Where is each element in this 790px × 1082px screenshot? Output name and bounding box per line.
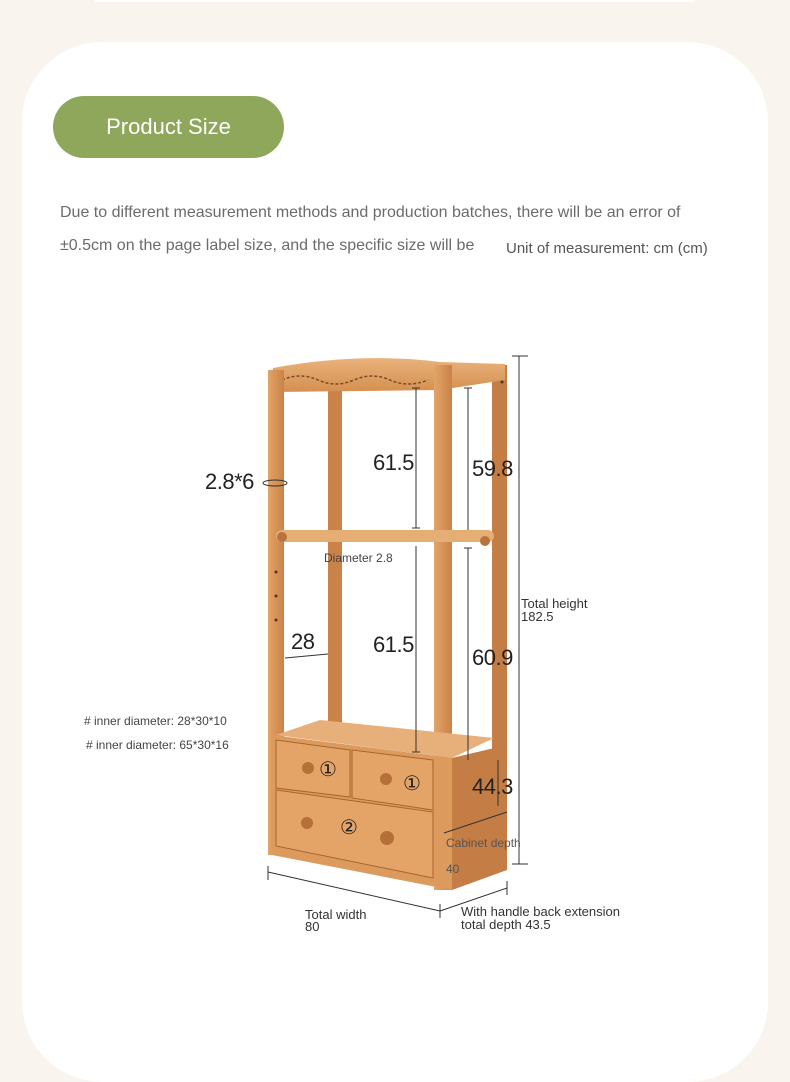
cabinet-height-label: 44.3 (472, 774, 513, 799)
cabinet-depth-label: Cabinet depth (446, 836, 521, 850)
inner-diameter-large: # inner diameter: 65*30*16 (86, 738, 229, 752)
drawer-mark-large: ② (340, 817, 358, 839)
rod-size-label: 2.8*6 (205, 469, 254, 494)
side-width-label: 28 (291, 629, 315, 654)
notice-line-1: Due to different measurement methods and production batches, there will be an error of (60, 204, 681, 221)
rod-diameter-label: Diameter 2.8 (324, 551, 393, 565)
top-crown (273, 358, 505, 392)
total-width-label: Total width (305, 907, 367, 922)
hanging-rod (276, 530, 494, 542)
knob (380, 773, 392, 785)
total-height-value: 182.5 (521, 609, 554, 624)
notice-line-2: ±0.5cm on the page label size, and the specific size will be (60, 237, 475, 254)
upper-right-height: 59.8 (472, 456, 513, 481)
knob (301, 817, 313, 829)
lower-right-height: 60.9 (472, 645, 513, 670)
drawer-mark-small-left: ① (319, 759, 337, 781)
handle-depth-line-2: total depth 43.5 (461, 917, 551, 932)
product-size-badge: Product Size (53, 96, 284, 158)
cabinet-side (452, 745, 507, 890)
inner-diameter-small: # inner diameter: 28*30*10 (84, 714, 227, 728)
handle-depth-line-1: With handle back extension (461, 904, 620, 919)
total-width-value: 80 (305, 919, 320, 934)
cabinet-depth-value: 40 (446, 862, 460, 876)
drawer-mark-small-right: ① (403, 773, 421, 795)
upper-left-height: 61.5 (373, 450, 414, 475)
knob (302, 762, 314, 774)
total-height-label: Total height (521, 596, 588, 611)
lower-left-height: 61.5 (373, 632, 414, 657)
knob (380, 831, 394, 845)
unit-label: Unit of measurement: cm (cm) (506, 240, 708, 257)
